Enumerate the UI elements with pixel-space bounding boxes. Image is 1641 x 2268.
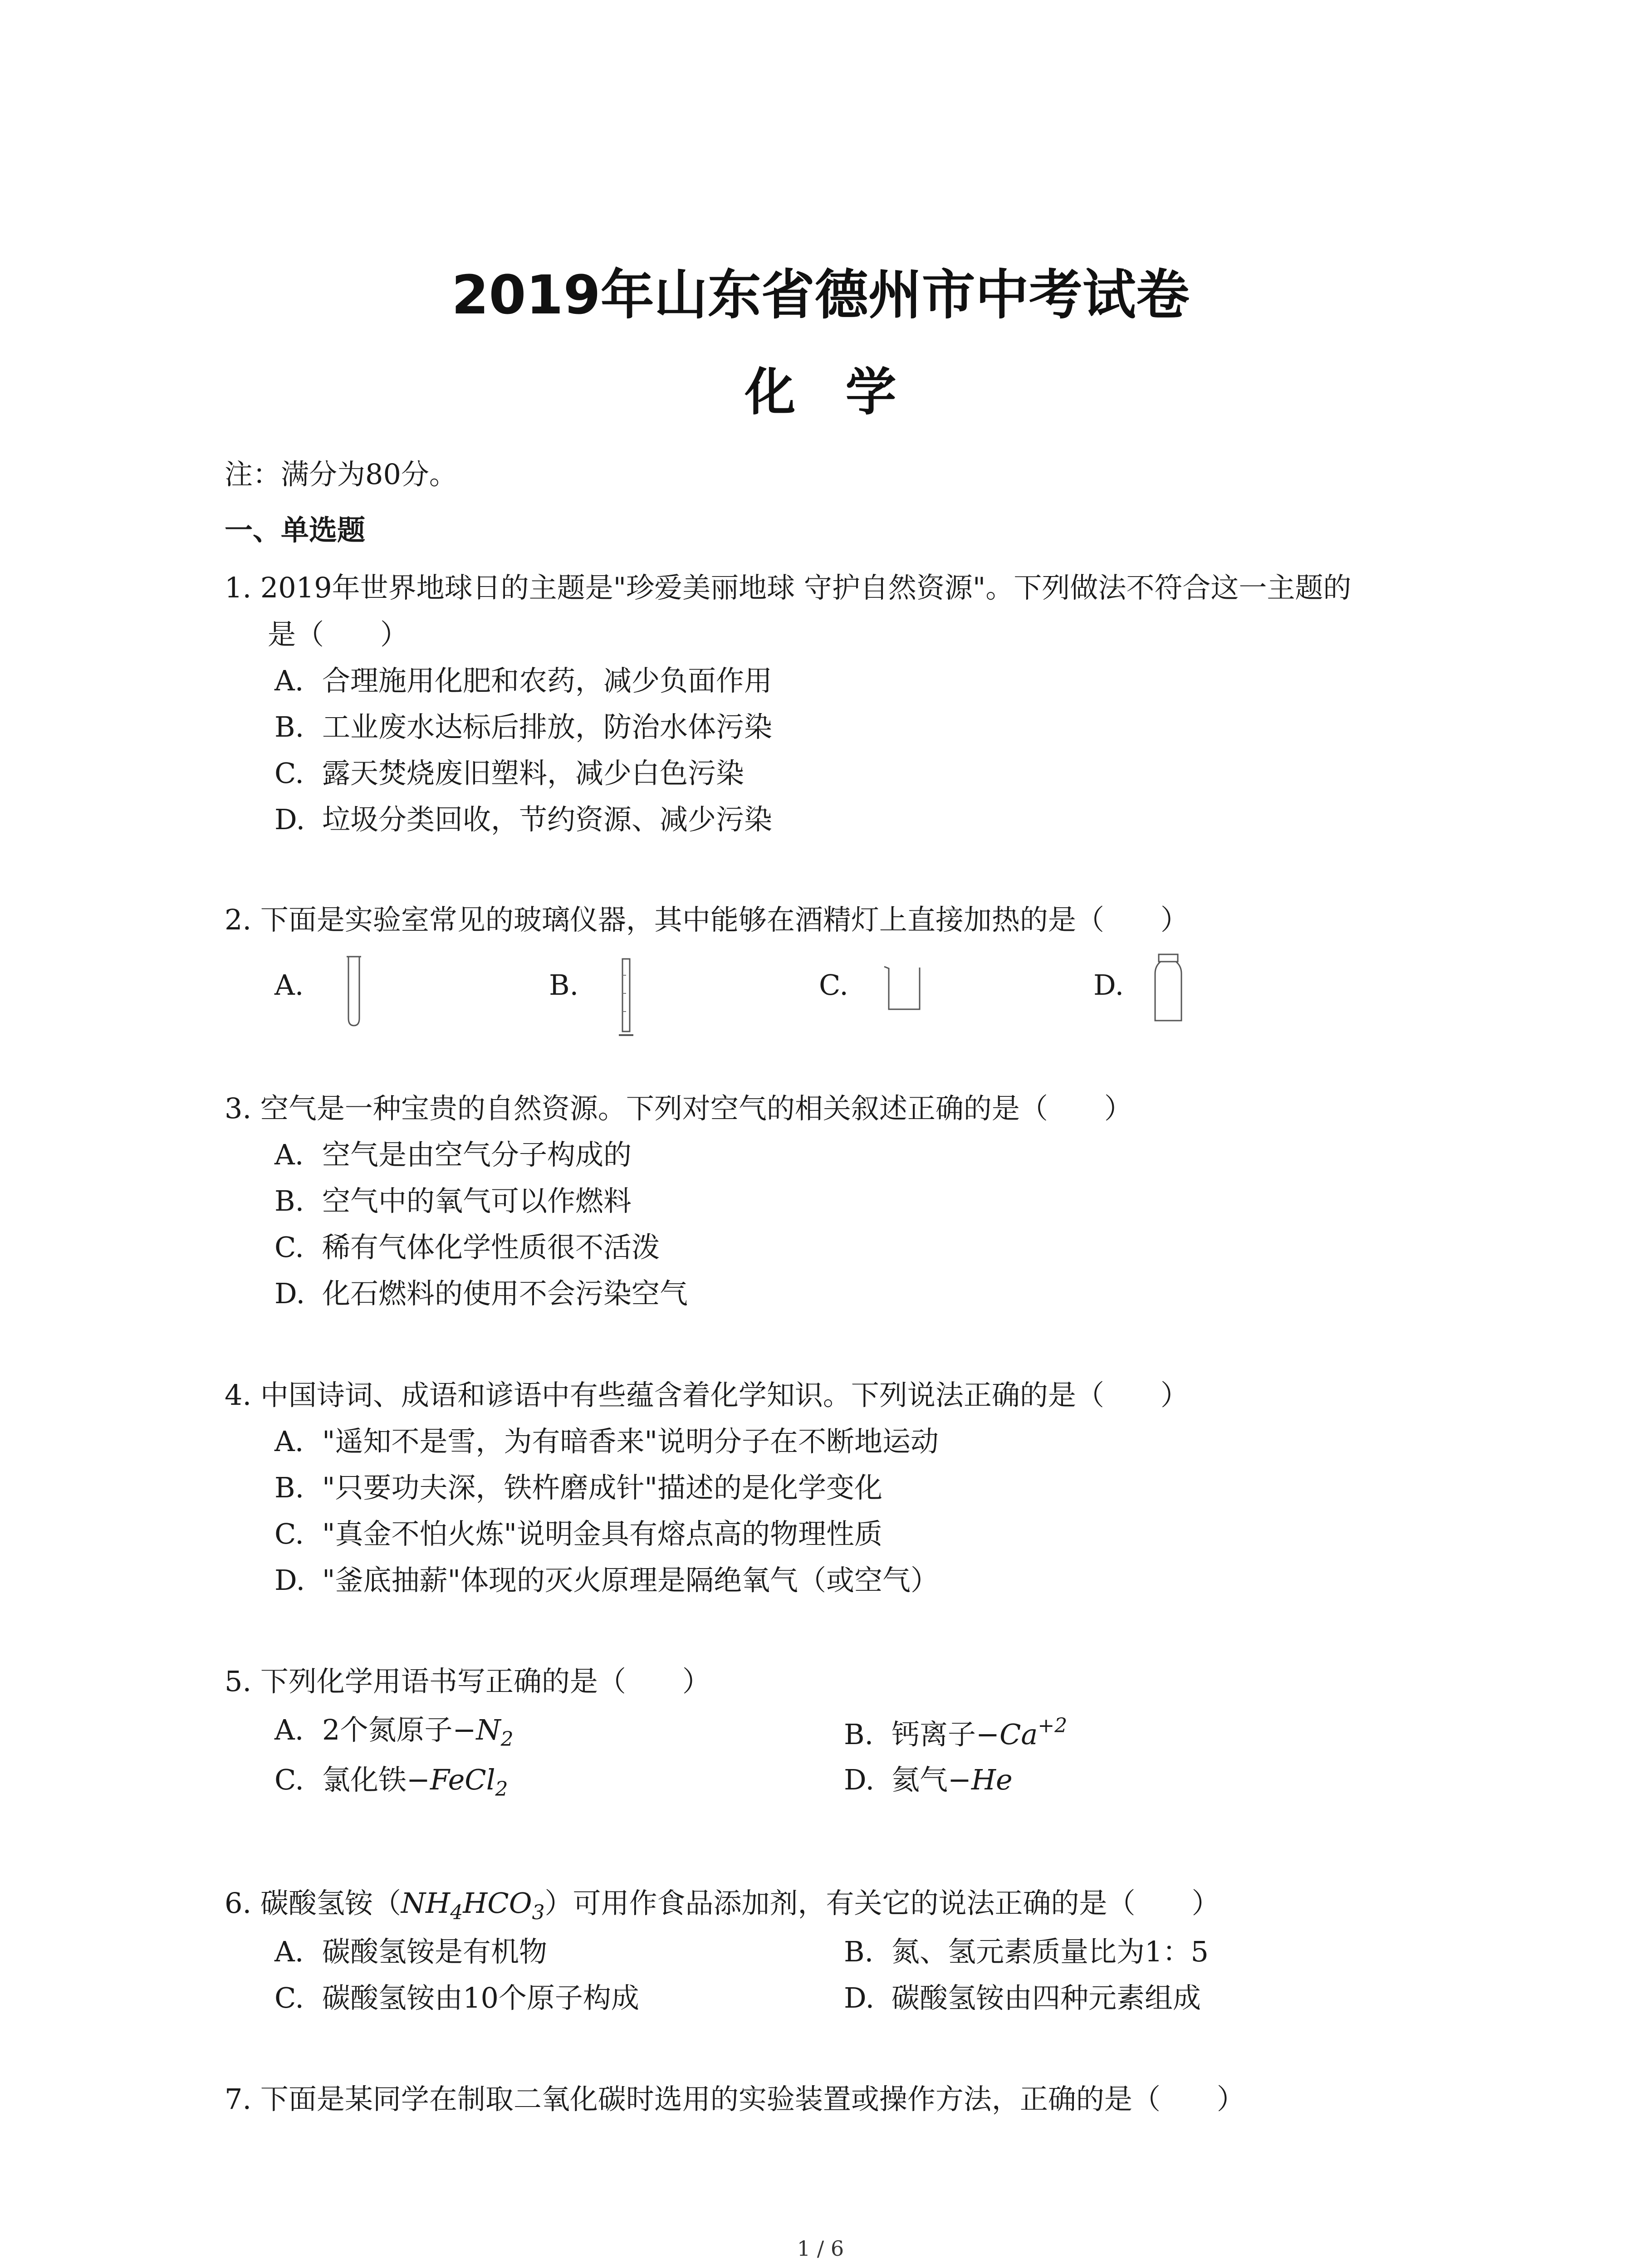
question-1-option-b[interactable] [274,710,773,743]
option-text: 氦气− [892,1763,971,1796]
question-4-option-a[interactable] [274,1427,939,1456]
exam-title: 2019年山东省德州市中考试卷 [451,264,1190,326]
option-text: 化石燃料的使用不会污染空气 [322,1277,688,1310]
question-5-option-c[interactable] [274,1763,508,1801]
question-6-option-c[interactable] [274,1981,639,2014]
option-text: "遥知不是雪，为有暗香来"说明分子在不断地运动 [322,1425,939,1458]
option-label: C. [274,757,304,790]
question-3-option-a[interactable] [274,1138,632,1171]
question-6-text: 6. 碳酸氢铵$(NH_4HCO_3)$可用作食品添加剂，有关它的说法正确的是（ ） [225,1887,1220,1924]
option-text: 碳酸氢铵是有机物 [322,1935,548,1968]
score-note: 注：满分为80分。 [225,458,457,491]
question-3-option-b[interactable] [274,1184,632,1217]
question-2-option-b[interactable]: B. [549,968,579,1002]
option-label: D. [844,1763,875,1796]
option-text: 碳酸氢铵由10个原子构成 [322,1981,639,2014]
option-label: B. [274,710,304,743]
option-text: 垃圾分类回收，节约资源、减少污染 [322,803,773,836]
option-text: 钙离子− [892,1718,999,1751]
question-1-text-cont: 是（ ） [268,618,409,651]
option-label: C. [274,1231,304,1264]
option-label: A. [274,1713,304,1746]
option-label: C. [274,1763,304,1796]
question-6-option-a[interactable] [274,1935,548,1968]
option-text: 2个氮原子− [322,1713,476,1746]
question-1-text: 1. 2019年世界地球日的主题是"珍爱美丽地球 守护自然资源"。下列做法不符合这一主题的 [225,571,1352,604]
question-2-text: 2. 下面是实验室常见的玻璃仪器，其中能够在酒精灯上直接加热的是（ ） [225,903,1189,936]
section-title: 一、单选题 [225,513,366,547]
exam-subject: 化学 [745,363,946,422]
question-4-text: 4. 中国诗词、成语和谚语中有些蕴含着化学知识。下列说法正确的是（ ） [225,1378,1189,1412]
option-text: 露天焚烧废旧塑料，减少白色污染 [322,757,745,790]
option-text: 稀有气体化学性质很不活泼 [322,1231,660,1264]
page-number: 1 / 6 [797,2236,844,2261]
option-text: 空气中的氧气可以作燃料 [322,1184,632,1217]
chemical-formula: $NH_4HCO_3$ [401,1887,545,1924]
chemical-formula: $N_2$ [476,1713,514,1751]
option-label: D. [274,1277,305,1310]
option-label: A. [274,1935,304,1968]
gas-jar-icon [1152,953,1184,1025]
option-label: C. [274,1981,304,2014]
option-label: D. [274,803,305,836]
chemical-formula: FeCl$_2$ [430,1763,508,1801]
question-2-option-a[interactable]: A. [274,968,304,1002]
option-label: B. [274,1184,304,1217]
question-4-option-c[interactable] [274,1517,883,1550]
question-4-option-b[interactable] [274,1471,883,1504]
option-label: D. [274,1564,305,1597]
question-6-option-d[interactable] [844,1981,1201,2014]
option-text: 空气是由空气分子构成的 [322,1138,632,1171]
beaker-icon [882,964,923,1014]
question-1-option-a[interactable] [274,664,773,697]
question-1-option-c[interactable] [274,757,745,790]
test-tube-icon [345,955,363,1027]
question-5-text: 5. 下列化学用语书写正确的是（ ） [225,1665,710,1698]
option-text: "釜底抽薪"体现的灭火原理是隔绝氧气（或空气） [322,1564,939,1597]
question-2-option-c[interactable]: C. [819,968,848,1002]
option-text: 合理施用化肥和农药，减少负面作用 [322,664,773,697]
question-3-text: 3. 空气是一种宝贵的自然资源。下列对空气的相关叙述正确的是（ ） [225,1092,1132,1125]
question-7-text: 7. 下面是某同学在制取二氧化碳时选用的实验装置或操作方法，正确的是（ ） [225,2082,1245,2116]
question-5-option-b[interactable] [844,1716,1067,1749]
option-label: B. [274,1471,304,1504]
option-label: B. [844,1718,874,1751]
question-2-option-d[interactable]: D. [1093,968,1124,1002]
option-label: A. [274,1138,304,1171]
question-3-option-c[interactable] [274,1231,660,1264]
question-5-option-a[interactable] [274,1713,514,1751]
option-label: A. [274,1425,304,1458]
option-text: "真金不怕火炼"说明金具有熔点高的物理性质 [322,1517,883,1550]
option-text: 氯化铁− [322,1763,430,1796]
question-6-option-b[interactable] [844,1935,1209,1968]
option-label: B. [844,1935,874,1968]
graduated-cylinder-icon [617,957,635,1039]
option-text: "只要功夫深，铁杵磨成针"描述的是化学变化 [322,1471,883,1504]
chemical-formula: He [971,1763,1013,1796]
question-3-option-d[interactable] [274,1277,688,1310]
chemical-formula: $Ca^{+2}$ [999,1714,1068,1751]
option-text: 工业废水达标后排放，防治水体污染 [322,710,773,743]
option-label: A. [274,664,304,697]
option-text: 碳酸氢铵由四种元素组成 [892,1981,1201,2014]
question-1-option-d[interactable] [274,803,773,836]
option-text: 氮、氢元素质量比为1：5 [892,1935,1209,1968]
question-4-option-d[interactable] [274,1564,939,1597]
option-label: C. [274,1517,304,1550]
question-5-option-d[interactable] [844,1763,1013,1796]
option-label: D. [844,1981,875,2014]
